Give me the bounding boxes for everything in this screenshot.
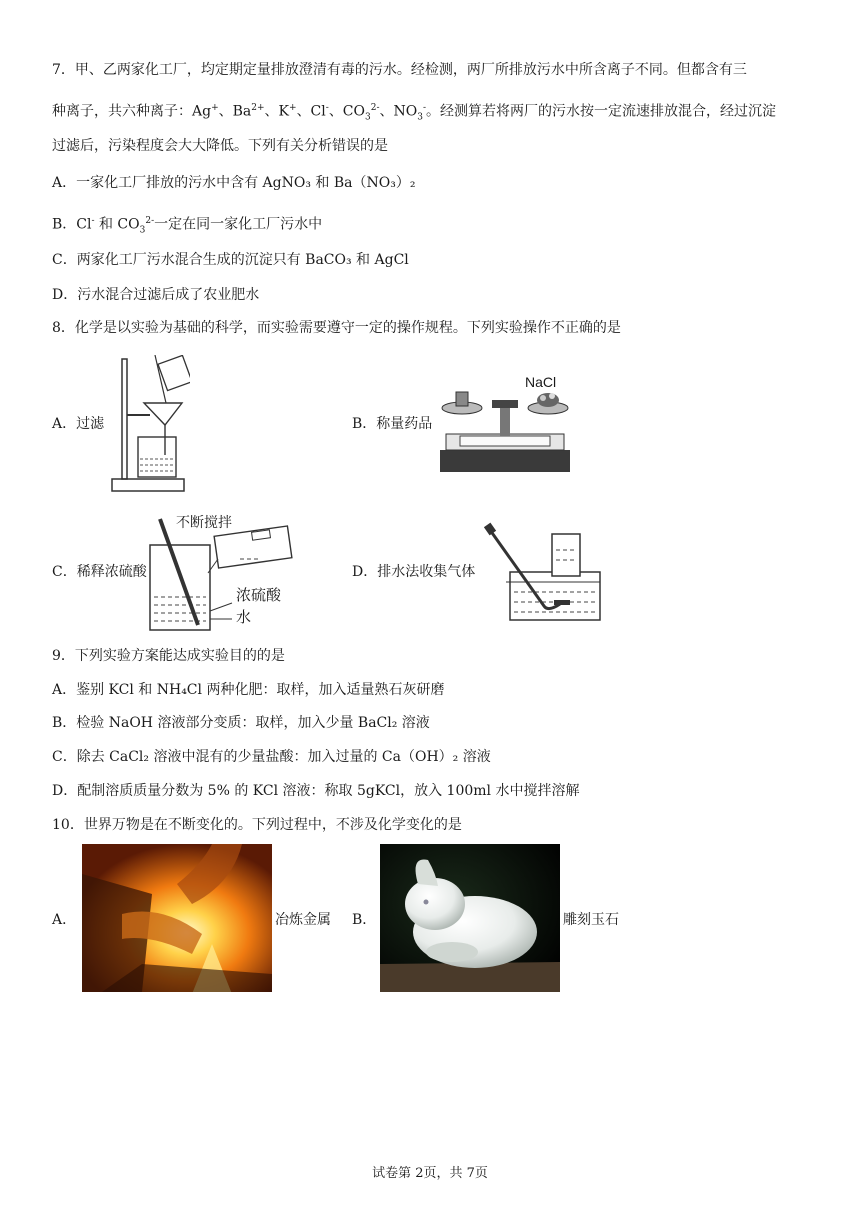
stir-label: 不断搅拌	[176, 514, 232, 530]
q7-stem-line2: 种离子，共六种离子：Ag+、$Ba^{2+}$、K+、Cl-、$CO_3^{2-}$、$NO_3^-$。经测算若将两厂的污水按一定流速排放混合，经过沉淀	[52, 103, 777, 123]
q7-stem-line3: 过滤后，污染程度会大大降低。下列有关分析错误的是	[52, 138, 388, 154]
q7-ion-k: 、K	[264, 103, 290, 120]
q10-option-b-text: 雕刻玉石	[563, 912, 619, 928]
q10-option-b-letter[interactable]: B．	[352, 912, 377, 928]
q7-option-b-part3: 一定在同一家化工厂污水中	[154, 216, 323, 233]
q7-ion-ba: 、Ba	[218, 103, 252, 120]
nacl-label: NaCl	[525, 374, 557, 390]
q10-option-a-text: 冶炼金属	[275, 912, 331, 928]
q7-ion-ag: 种离子，共六种离子：Ag	[52, 103, 212, 120]
q9-option-b[interactable]: B．检验 NaOH 溶液部分变质：取样，加入少量 BaCl₂ 溶液	[52, 715, 430, 731]
q7-option-b-part2: 和 CO	[94, 216, 140, 233]
q7-option-c[interactable]: C．两家化工厂污水混合生成的沉淀只有 BaCO₃ 和 AgCl	[52, 252, 409, 268]
jade-carving-photo	[380, 844, 560, 992]
q7-option-b[interactable]: B．Cl- 和 $CO_3^{2-}$一定在同一家化工厂污水中	[52, 216, 323, 236]
q7-stem-line1: 7．甲、乙两家化工厂，均定期定量排放澄清有毒的污水。经检测，两厂所排放污水中所含离子不同。但都含有三	[52, 62, 747, 78]
q8-option-c[interactable]: C．稀释浓硫酸	[52, 564, 147, 580]
q7-ion-no3: 、NO	[379, 103, 418, 120]
q7-option-d[interactable]: D．污水混合过滤后成了农业肥水	[52, 287, 260, 303]
acid-dilution-figure	[140, 515, 300, 635]
q8-option-d[interactable]: D．排水法收集气体	[352, 564, 476, 580]
water-label: 水	[236, 609, 252, 626]
q7-ion-cl: 、Cl	[296, 103, 326, 120]
filtration-apparatus-figure	[110, 355, 190, 495]
concentrated-acid-label: 浓硫酸	[236, 587, 282, 604]
q8-stem: 8．化学是以实验为基础的科学，而实验需要遵守一定的操作规程。下列实验操作不正确的是	[52, 320, 621, 336]
smelting-photo	[82, 844, 272, 992]
q9-option-d[interactable]: D．配制溶质质量分数为 5% 的 KCl 溶液：称取 5gKCl，放入 100ml 水中搅拌溶解	[52, 783, 580, 799]
q7-option-a[interactable]: A．一家化工厂排放的污水中含有 AgNO₃ 和 Ba（NO₃）₂	[52, 175, 416, 191]
q9-stem: 9．下列实验方案能达成实验目的的是	[52, 648, 285, 664]
q8-option-a[interactable]: A．过滤	[52, 416, 105, 432]
q10-stem: 10．世界万物是在不断变化的。下列过程中，不涉及化学变化的是	[52, 817, 462, 833]
q7-ion-co3: 、CO	[328, 103, 366, 120]
gas-collection-figure	[484, 520, 604, 625]
q10-option-a-letter[interactable]: A．	[52, 912, 77, 928]
q9-option-c[interactable]: C．除去 CaCl₂ 溶液中混有的少量盐酸：加入过量的 Ca（OH）₂ 溶液	[52, 749, 491, 765]
q9-option-a[interactable]: A．鉴别 KCl 和 NH₄Cl 两种化肥：取样，加入适量熟石灰研磨	[52, 682, 445, 698]
q7-option-b-part1: B．Cl	[52, 216, 92, 233]
page-footer: 试卷第 2页，共 7页	[372, 1166, 488, 1181]
q8-option-b[interactable]: B．称量药品	[352, 416, 433, 432]
q7-stem-line2-end: 。经测算若将两厂的污水按一定流速排放混合，经过沉淀	[426, 103, 777, 120]
